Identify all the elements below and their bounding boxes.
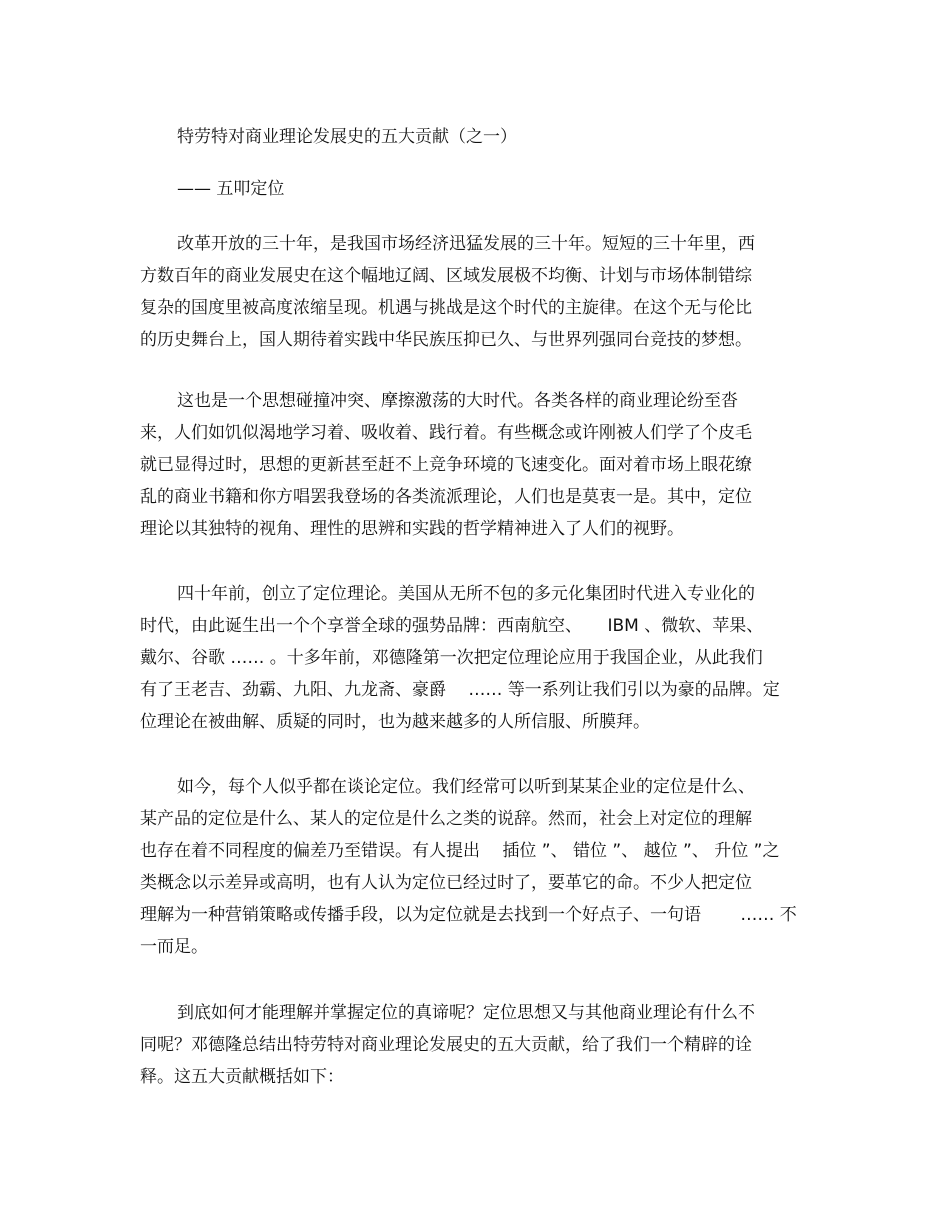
- paragraph-line: 某产品的定位是什么、某人的定位是什么之类的说辞。然而，社会上对定位的理解: [140, 809, 752, 829]
- paragraph-line: 的历史舞台上，国人期待着实践中华民族压抑已久、与世界列强同台竞技的梦想。: [140, 330, 752, 350]
- paragraph-line: 四十年前，创立了定位理论。美国从无所不包的多元化集团时代进入专业化的: [177, 584, 755, 604]
- paragraph-line: 改革开放的三十年，是我国市场经济迅猛发展的三十年。短短的三十年里，西: [177, 234, 755, 254]
- paragraph-line: 复杂的国度里被高度浓缩呈现。机遇与挑战是这个时代的主旋律。在这个无与伦比: [140, 298, 752, 318]
- paragraph-line: 同呢？邓德隆总结出特劳特对商业理论发展史的五大贡献，给了我们一个精辟的诠: [140, 1035, 752, 1055]
- paragraph-line: 来，人们如饥似渴地学习着、吸收着、践行着。有些概念或许刚被人们学了个皮毛: [140, 423, 752, 443]
- paragraph-5: [140, 997, 820, 1093]
- paragraph-line: 有了王老吉、劲霸、九阳、九龙斋、豪爵 …… 等一系列让我们引以为豪的品牌。定: [140, 680, 780, 700]
- paragraph-line: 方数百年的商业发展史在这个幅地辽阔、区域发展极不均衡、计划与市场体制错综: [140, 266, 752, 286]
- paragraph-line: 到底如何才能理解并掌握定位的真谛呢？定位思想又与其他商业理论有什么不: [177, 1003, 755, 1023]
- paragraph-line: 一而足。: [140, 937, 208, 957]
- paragraph-line: 如今，每个人似乎都在谈论定位。我们经常可以听到某某企业的定位是什么、: [177, 777, 755, 797]
- paragraph-4: [140, 771, 820, 963]
- document-title: 特劳特对商业理论发展史的五大贡献（之一）: [177, 127, 517, 147]
- paragraph-line: 就已显得过时，思想的更新甚至赶不上竞争环境的飞速变化。面对着市场上眼花缭: [140, 455, 752, 475]
- paragraph-line: 这也是一个思想碰撞冲突、摩擦激荡的大时代。各类各样的商业理论纷至沓: [177, 391, 738, 411]
- paragraph-line: 戴尔、谷歌 …… 。十多年前，邓德隆第一次把定位理论应用于我国企业，从此我们: [140, 648, 763, 668]
- paragraph-line: 理解为一种营销策略或传播手段，以为定位就是去找到一个好点子、一句语 …… 不: [140, 905, 797, 925]
- paragraph-1: [140, 228, 820, 356]
- paragraph-line: 理论以其独特的视角、理性的思辨和实践的哲学精神进入了人们的视野。: [140, 519, 684, 539]
- paragraph-line: 释。这五大贡献概括如下：: [140, 1067, 344, 1087]
- paragraph-line: 时代，由此诞生出一个个享誉全球的强势品牌：西南航空、 IBM 、微软、苹果、: [140, 616, 764, 636]
- paragraph-2: [140, 385, 820, 545]
- document-subtitle: —— 五叩定位: [177, 179, 285, 199]
- paragraph-3: [140, 578, 820, 738]
- paragraph-line: 乱的商业书籍和你方唱罢我登场的各类流派理论，人们也是莫衷一是。其中，定位: [140, 487, 752, 507]
- paragraph-line: 类概念以示差异或高明，也有人认为定位已经过时了，要革它的命。不少人把定位: [140, 873, 752, 893]
- paragraph-line: 也存在着不同程度的偏差乃至错误。有人提出 插位 ”、 错位 ”、 越位 ”、 升位 ”之: [140, 841, 780, 861]
- paragraph-line: 位理论在被曲解、质疑的同时，也为越来越多的人所信服、所膜拜。: [140, 712, 650, 732]
